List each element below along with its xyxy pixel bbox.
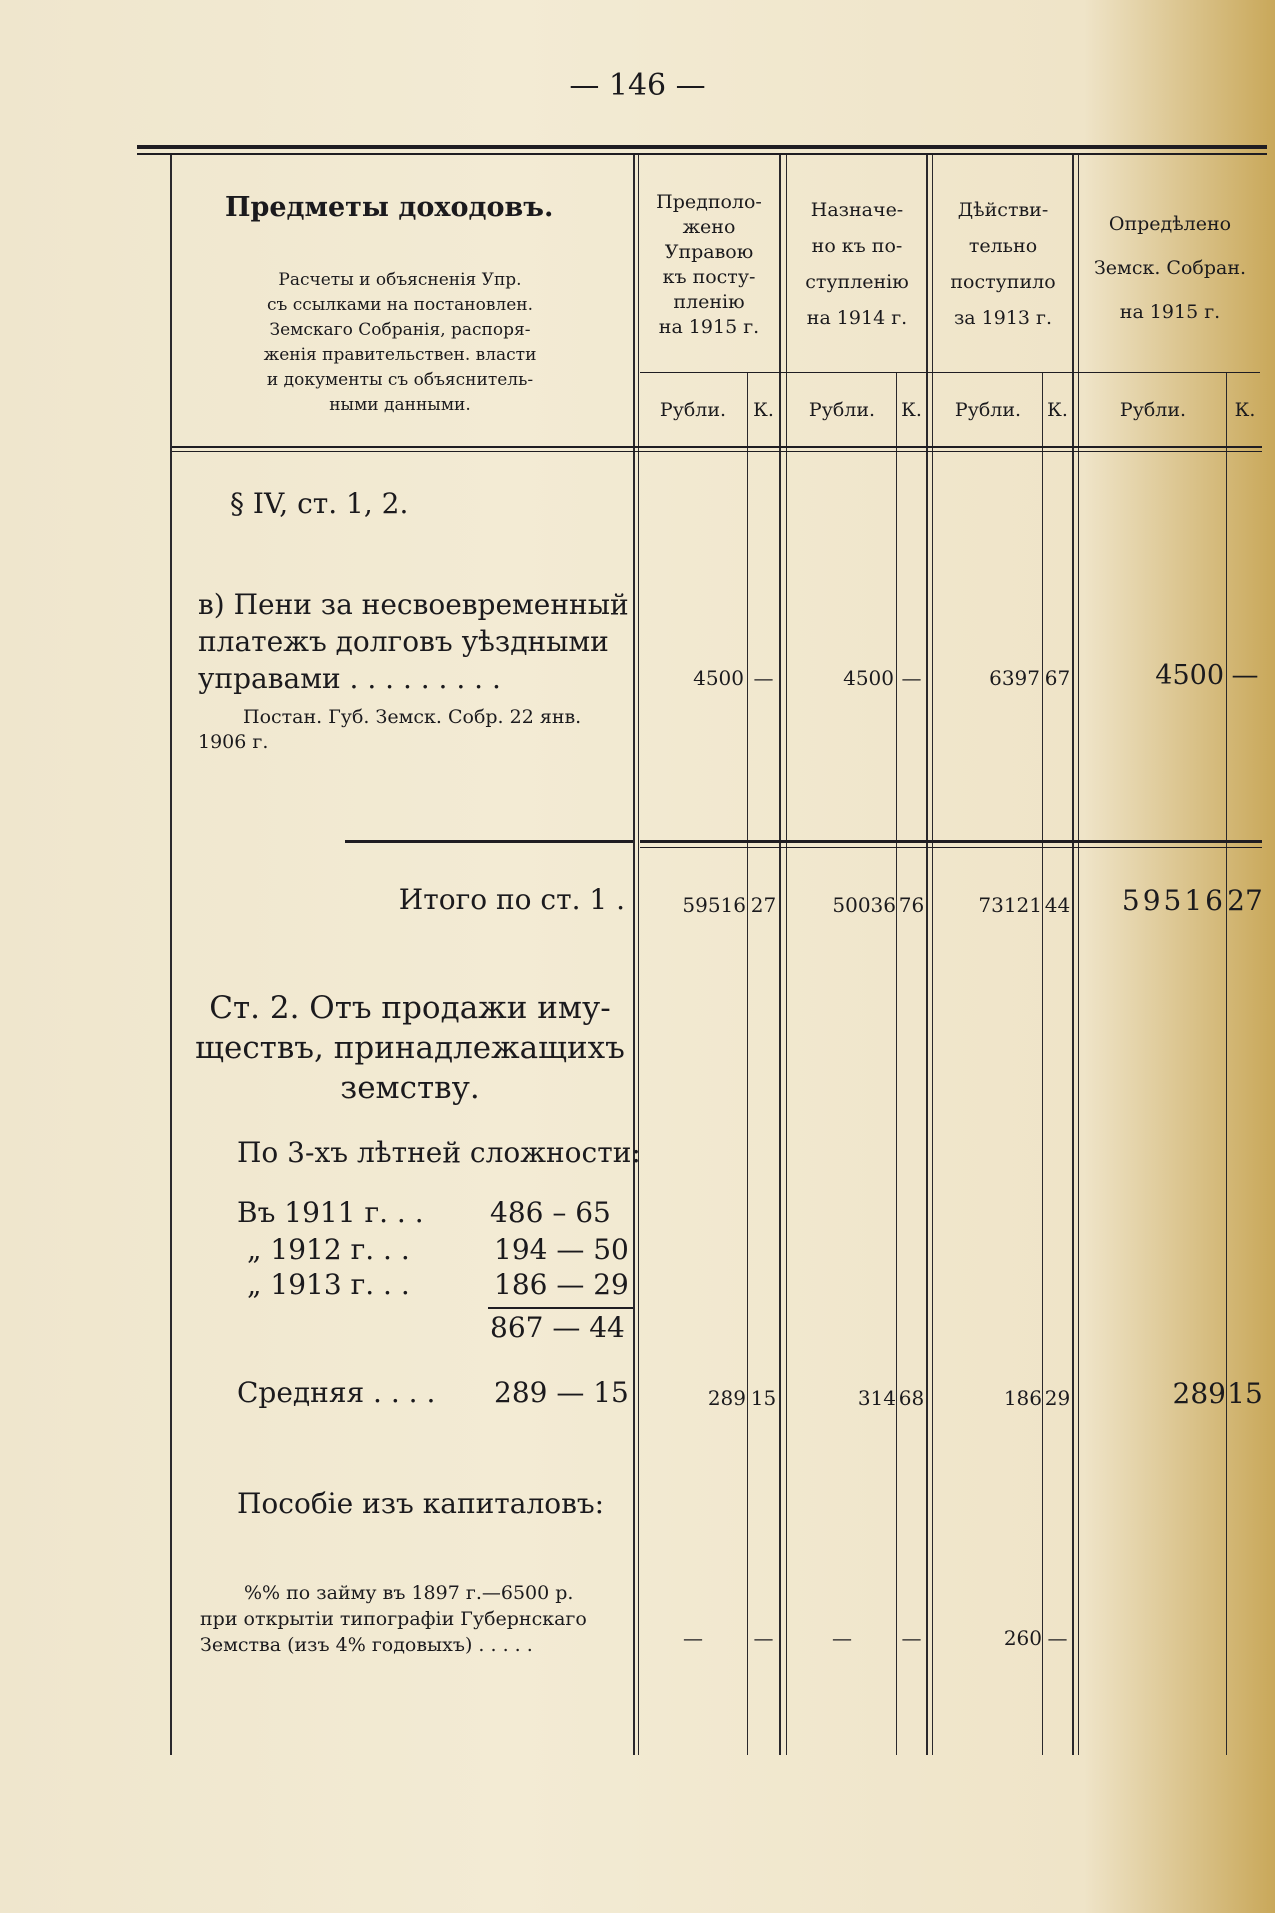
total-c3-rub: 73121 xyxy=(978,893,1042,917)
divider-c1-2 xyxy=(786,155,787,1755)
header-title: Предметы доходовъ. xyxy=(225,192,554,223)
posobie-c3-rub: 260 xyxy=(1003,1626,1042,1650)
header-bottom-rule xyxy=(172,446,1262,448)
st2-year-3-value: 186 — 29 xyxy=(494,1268,629,1301)
divider-desc-2 xyxy=(638,155,639,1755)
st2-c2-kop: 68 xyxy=(898,1386,925,1410)
st2-c3-rub: 186 xyxy=(1003,1386,1042,1410)
st2-avg-value: 289 — 15 xyxy=(494,1376,629,1409)
posobie-c3-kop: — xyxy=(1047,1626,1068,1650)
section-heading: § IV, ст. 1, 2. xyxy=(230,487,409,520)
divider-c3-2 xyxy=(1078,155,1079,1755)
posobie-c2-kop: — xyxy=(901,1626,922,1650)
item-v-c4-kop: — xyxy=(1231,660,1259,691)
header-bottom-rule-2 xyxy=(172,451,1262,452)
item-v-c3-rub: 6397 xyxy=(989,666,1040,690)
item-v-text: в) Пени за несвоевременный платежъ долговъ уѣздными управами . . . . . . . . . xyxy=(198,588,629,695)
page-number: — 146 — xyxy=(569,68,706,103)
posobie-heading: Пособіе изъ капиталовъ: xyxy=(237,1487,605,1520)
st2-c1-rub: 289 xyxy=(707,1386,746,1410)
posobie-text: %% по займу въ 1897 г.—6500 р. при открытіи типографіи Губернскаго Земства (изъ 4% годовыхъ) . . . . . xyxy=(200,1582,587,1656)
divider-c2 xyxy=(926,155,928,1755)
st2-complexity: По 3-хъ лѣтней сложности: xyxy=(237,1136,641,1169)
total-c4-rub: 59516 xyxy=(1121,884,1226,917)
total-c2-kop: 76 xyxy=(898,893,925,917)
st2-c2-rub: 314 xyxy=(857,1386,896,1410)
rub-header-1: Рубли. xyxy=(659,399,727,421)
kop-header-4: К. xyxy=(1234,399,1256,421)
divider-c2-k xyxy=(896,372,897,1755)
st2-sum-rule xyxy=(488,1307,633,1309)
total-c3-kop: 44 xyxy=(1044,893,1071,917)
kop-header-3: К. xyxy=(1047,399,1068,421)
total-c2-rub: 50036 xyxy=(832,893,896,917)
header-sub-rule xyxy=(640,372,1260,373)
st2-year-2-value: 194 — 50 xyxy=(494,1233,629,1266)
header-col-determined: Опредѣлено Земск. Собран. на 1915 г. xyxy=(1093,213,1247,323)
posobie-c2-rub: — xyxy=(832,1626,852,1650)
st2-c1-kop: 15 xyxy=(750,1386,777,1410)
divider-c1 xyxy=(779,155,781,1755)
st2-avg-label: Средняя . . . . xyxy=(237,1376,436,1409)
top-rule xyxy=(137,145,1267,149)
rub-header-2: Рубли. xyxy=(808,399,876,421)
item-v-c1-kop: — xyxy=(753,666,774,690)
kop-header-2: К. xyxy=(901,399,922,421)
st2-c3-kop: 29 xyxy=(1044,1386,1071,1410)
st2-sum: 867 — 44 xyxy=(490,1311,625,1344)
header-col-assigned: Назначе- но къ по- ступленію на 1914 г. xyxy=(805,199,909,329)
top-rule-thin xyxy=(137,153,1267,155)
subtotal-rule-values xyxy=(640,840,1262,843)
total-st1-label: Итого по ст. 1 . xyxy=(398,883,625,916)
total-c1-kop: 27 xyxy=(750,893,777,917)
divider-desc xyxy=(633,155,635,1755)
st2-year-1-label: Въ 1911 г. . . xyxy=(237,1196,424,1229)
header-col-actual: Дѣйстви- тельно поступило за 1913 г. xyxy=(950,199,1056,329)
st2-c4-kop: 15 xyxy=(1227,1377,1263,1410)
header-subtitle: Расчеты и объясненія Упр. съ ссылками на постановлен. Земскаго Собранія, распоря- женія правительствен. власти и документы съ объяснитель- ными данными. xyxy=(263,270,537,415)
divider-c3 xyxy=(1072,155,1074,1755)
posobie-c1-rub: — xyxy=(683,1626,703,1650)
divider-c1-k xyxy=(747,372,748,1755)
subtotal-rule-values-2 xyxy=(640,847,1262,848)
st2-year-2-label: „ 1912 г. . . xyxy=(247,1233,410,1266)
st2-year-3-label: „ 1913 г. . . xyxy=(247,1268,410,1301)
left-border xyxy=(170,155,172,1755)
st2-c4-rub: 289 xyxy=(1172,1377,1226,1410)
st2-year-1-value: 486 – 65 xyxy=(490,1196,611,1229)
item-v-c2-kop: — xyxy=(901,666,922,690)
item-v-c2-rub: 4500 xyxy=(843,666,894,690)
item-v-note: Постан. Губ. Земск. Собр. 22 янв. 1906 г. xyxy=(198,706,582,753)
header-col-proposed: Предполо- жено Управою къ посту- пленію на 1915 г. xyxy=(656,191,762,338)
item-v-c1-rub: 4500 xyxy=(693,666,744,690)
total-c1-rub: 59516 xyxy=(682,893,746,917)
divider-c3-k xyxy=(1042,372,1043,1755)
total-c4-kop: 27 xyxy=(1227,884,1263,917)
subtotal-rule-desc xyxy=(345,840,633,843)
rub-header-4: Рубли. xyxy=(1119,399,1187,421)
divider-c2-2 xyxy=(932,155,933,1755)
item-v-c4-rub: 4500 xyxy=(1155,660,1224,691)
item-v-c3-kop: 67 xyxy=(1044,666,1071,690)
divider-c4-k xyxy=(1226,372,1227,1755)
st2-heading: Ст. 2. Отъ продажи иму- ществъ, принадлежащихъ земству. xyxy=(195,990,625,1106)
kop-header-1: К. xyxy=(753,399,774,421)
rub-header-3: Рубли. xyxy=(954,399,1022,421)
posobie-c1-kop: — xyxy=(753,1626,774,1650)
